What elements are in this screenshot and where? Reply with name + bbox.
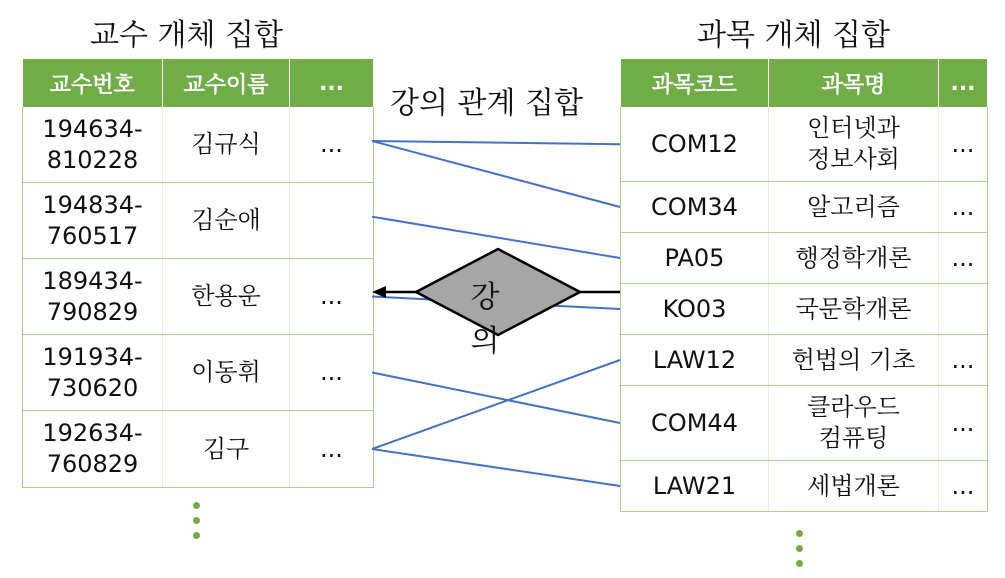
professor-id: 194634- 810228 (23, 107, 163, 183)
course-more: ... (939, 386, 988, 461)
course-name: 세법개론 (769, 461, 939, 512)
header-professor-name: 교수이름 (163, 59, 290, 107)
course-more: ... (939, 335, 988, 386)
professor-id: 194834- 760517 (23, 183, 163, 259)
course-more: ... (939, 461, 988, 512)
course-name: 국문학개론 (769, 284, 939, 335)
header-course-name: 과목명 (769, 59, 939, 107)
professor-more: ... (290, 107, 374, 183)
course-name: 클라우드 컴퓨팅 (769, 386, 939, 461)
course-name: 행정학개론 (769, 233, 939, 284)
course-more: ... (939, 182, 988, 233)
relationship-link-line (372, 373, 620, 424)
relationship-link-line (372, 360, 620, 449)
course-code: LAW12 (621, 335, 769, 386)
course-more: ... (939, 107, 988, 182)
header-course-code: 과목코드 (621, 59, 769, 107)
relationship-link-line (372, 141, 620, 207)
professor-name: 김순애 (163, 183, 290, 259)
professor-name: 김구 (163, 411, 290, 488)
course-name: 알고리즘 (769, 182, 939, 233)
course-name: 인터넷과 정보사회 (769, 107, 939, 182)
professor-id: 191934- 730620 (23, 335, 163, 411)
relationship-link-line (372, 141, 620, 144)
professor-name: 한용운 (163, 259, 290, 335)
professor-id: 192634- 760829 (23, 411, 163, 488)
professor-more: ... (290, 259, 374, 335)
course-more: ... (939, 233, 988, 284)
course-code: COM34 (621, 182, 769, 233)
professor-entity-set-title: 교수 개체 집합 (90, 18, 283, 53)
course-code: COM44 (621, 386, 769, 461)
professor-more: ... (290, 335, 374, 411)
course-code: KO03 (621, 284, 769, 335)
course-entity-set-title: 과목 개체 집합 (697, 18, 890, 53)
relationship-label: 강의 (470, 280, 500, 359)
relationship-link-line (372, 449, 620, 486)
header-professor-more: ... (290, 59, 374, 107)
course-code: LAW21 (621, 461, 769, 512)
professor-name: 김규식 (163, 107, 290, 183)
professor-id: 189434- 790829 (23, 259, 163, 335)
professor-name: 이동휘 (163, 335, 290, 411)
course-name: 헌법의 기초 (769, 335, 939, 386)
course-code: COM12 (621, 107, 769, 182)
header-course-more: ... (939, 59, 988, 107)
relation-set-title: 강의 관계 집합 (390, 86, 583, 121)
course-code: PA05 (621, 233, 769, 284)
professor-more: ... (290, 411, 374, 488)
header-professor-id: 교수번호 (23, 59, 163, 107)
